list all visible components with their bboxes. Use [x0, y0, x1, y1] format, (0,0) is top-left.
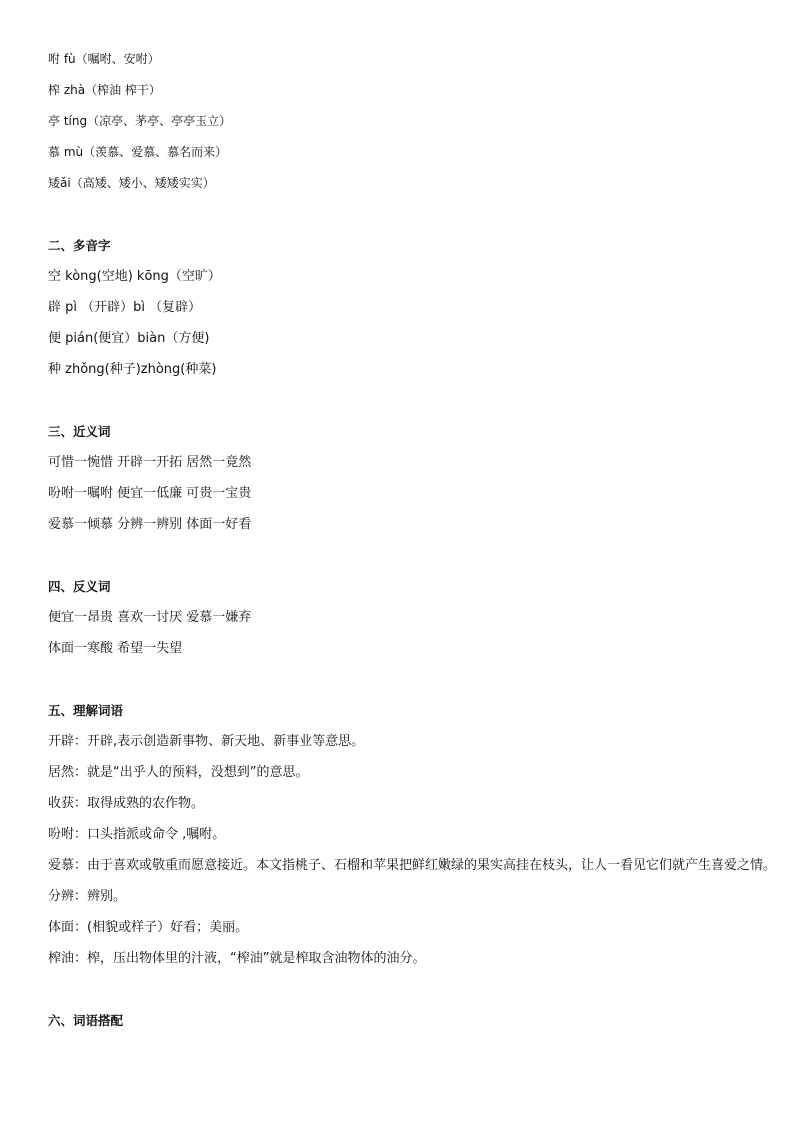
polyphone-section [48, 230, 768, 385]
pronunciation-line: 咐 fù（嘱咐、安咐） [48, 52, 160, 66]
spacer [48, 664, 768, 695]
collocation-section [48, 1005, 768, 1036]
document-page [48, 44, 777, 1036]
spacer [48, 199, 768, 230]
pronunciation-list [48, 44, 768, 199]
definition-line: 收获：取得成熟的农作物。 [48, 796, 205, 811]
synonym-section [48, 416, 768, 540]
synonym-line: 可惜一惋惜 开辟一开拓 居然一竟然 [48, 455, 252, 470]
definition-line: 分辨：辨别。 [48, 889, 127, 904]
definition-line: 开辟：开辟,表示创造新事物、新天地、新事业等意思。 [48, 734, 365, 749]
spacer [48, 540, 768, 571]
definition-line: 爱慕：由于喜欢或敬重而愿意接近。本文指桃子、石榴和苹果把鲜红嫩绿的果实高挂在枝头，让人一看见它们就产生喜爱之情。 [48, 858, 777, 873]
section-heading: 二、多音字 [48, 238, 111, 253]
synonym-line: 吩咐一嘱咐 便宜一低廉 可贵一宝贵 [48, 486, 252, 501]
definition-line: 榨油：榨，压出物体里的汁液，“榨油”就是榨取含油物体的油分。 [48, 951, 426, 966]
definition-line: 吩咐：口头指派或命令 ,嘱咐。 [48, 827, 226, 842]
spacer [48, 385, 768, 416]
antonym-line: 体面一寒酸 希望一失望 [48, 641, 183, 656]
word-meaning-section [48, 695, 777, 974]
antonym-line: 便宜一昂贵 喜欢一讨厌 爱慕一嫌弃 [48, 610, 252, 625]
polyphone-line: 种 zhǒng(种子)zhòng(种菜) [48, 362, 217, 377]
section-heading: 四、反义词 [48, 579, 111, 594]
section-heading: 五、理解词语 [48, 703, 124, 718]
section-heading: 三、近义词 [48, 424, 111, 439]
pronunciation-line: 亭 tíng（凉亭、茅亭、亭亭玉立） [48, 114, 232, 128]
definition-line: 居然：就是“出乎人的预料，没想到”的意思。 [48, 765, 309, 780]
antonym-section [48, 571, 768, 664]
pronunciation-line: 矮ǎi（高矮、矮小、矮矮实实） [48, 176, 215, 190]
pronunciation-line: 慕 mù（羡慕、爱慕、慕名而来） [48, 145, 228, 159]
polyphone-line: 便 pián(便宜）biàn（方便) [48, 331, 210, 346]
spacer [48, 974, 768, 1005]
polyphone-line: 空 kòng(空地) kōng（空旷） [48, 269, 221, 284]
definition-line: 体面：(相貌或样子）好看；美丽。 [48, 920, 249, 935]
section-heading: 六、词语搭配 [48, 1013, 124, 1028]
synonym-line: 爱慕一倾慕 分辨一辨别 体面一好看 [48, 517, 252, 532]
polyphone-line: 辟 pì （开辟）bì （复辟） [48, 300, 202, 315]
pronunciation-line: 榨 zhà（榨油 榨干） [48, 83, 161, 97]
